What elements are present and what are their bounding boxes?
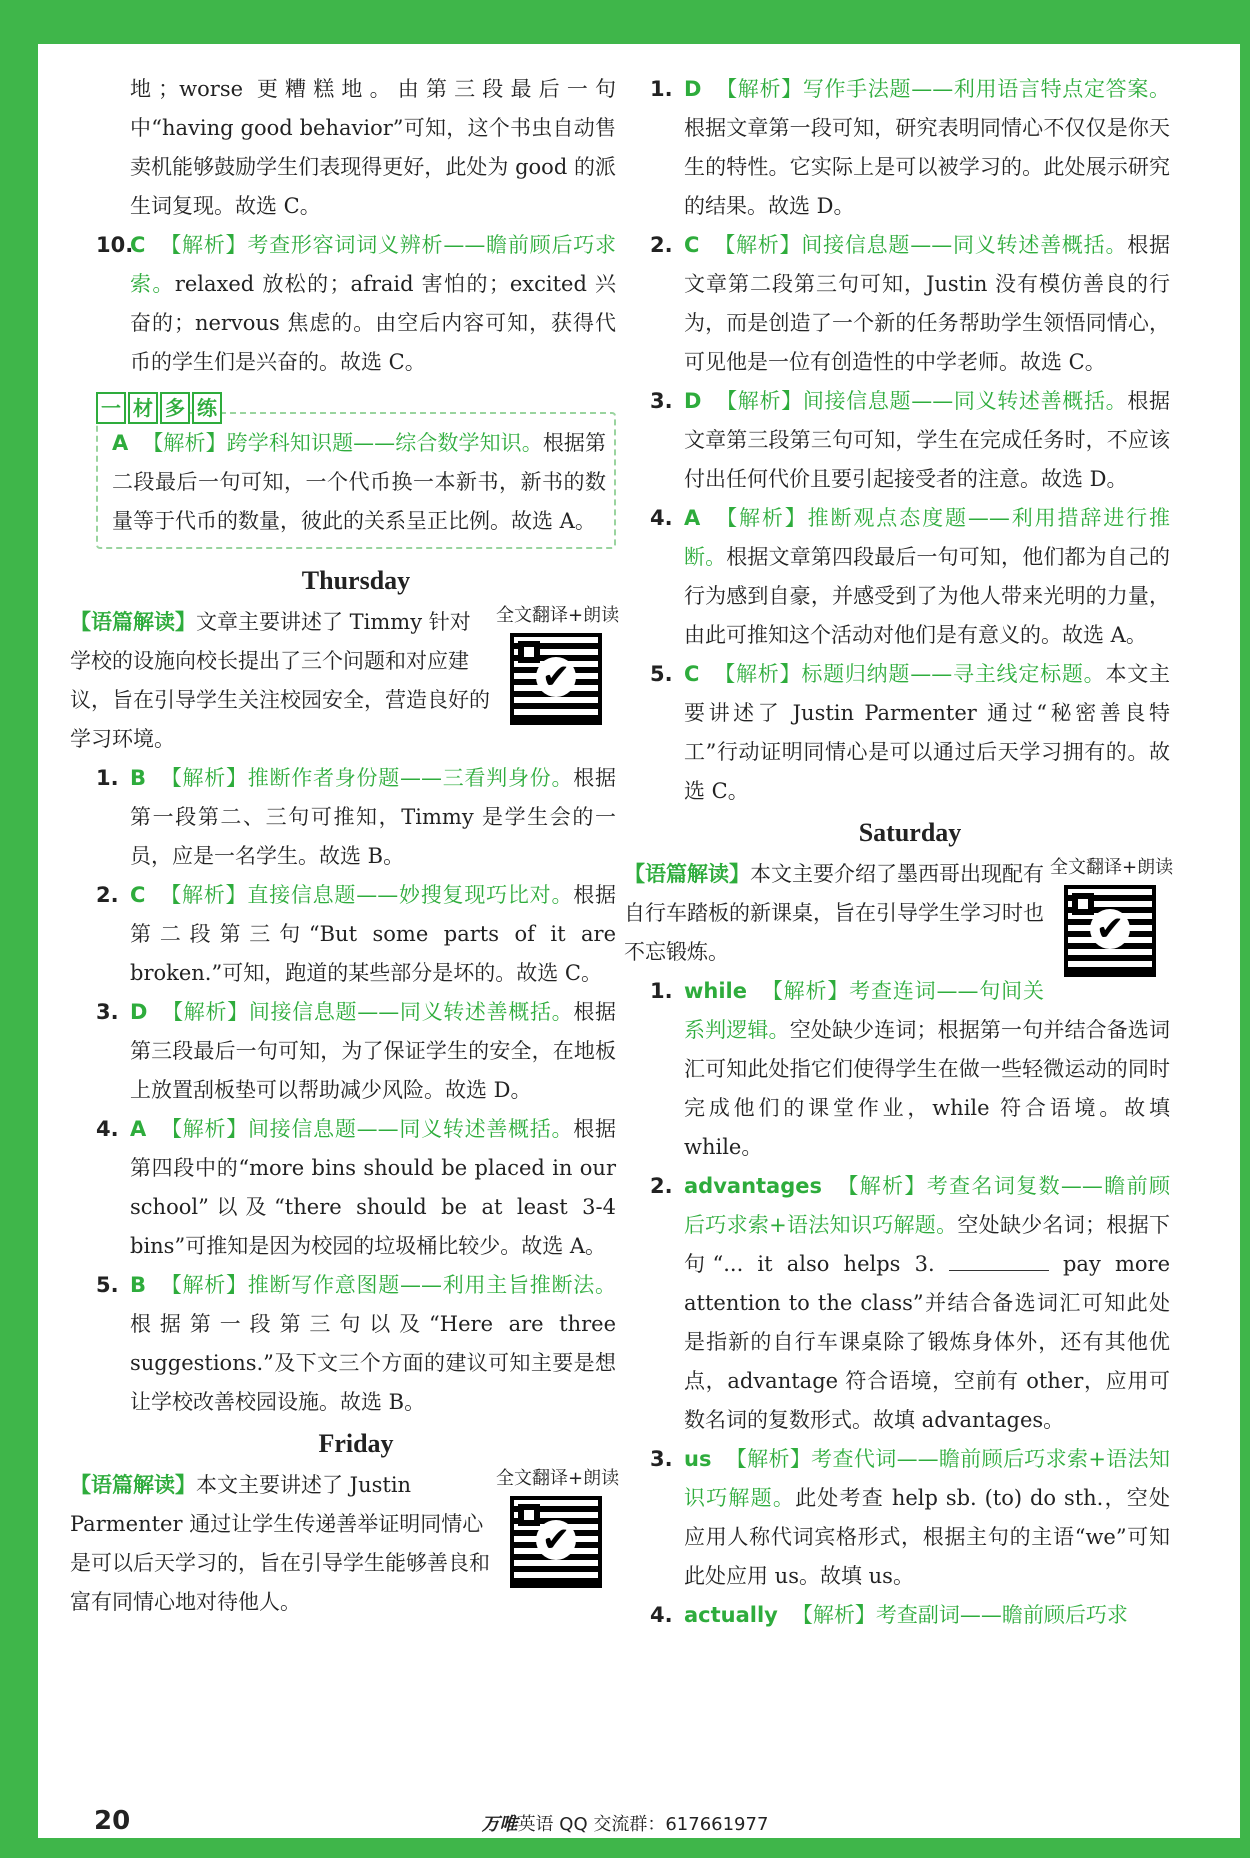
qr-label: 全文翻译+朗读 [1050, 857, 1174, 878]
item-text: 本文主要讲述了 Justin Parmenter 通过“秘密善良特工”行动证明同情心是可以通过后天学习拥有的。故选 C。 [684, 662, 1171, 803]
item-answer: C [130, 883, 146, 907]
item-number: 4. [650, 1603, 673, 1627]
saturday-item [650, 1596, 1170, 1635]
tag-char: 材 [128, 392, 158, 424]
left-column [70, 70, 620, 1622]
item-answer: D [684, 389, 702, 413]
item-text: 空处缺少名词；根据下句“... it also helps 3. [684, 1213, 1170, 1276]
saturday-intro [624, 855, 1174, 972]
brand-logo: 万唯 [481, 1814, 518, 1835]
item-number: 3. [650, 389, 673, 413]
item-number: 3. [96, 1000, 119, 1024]
footer-center [0, 1810, 1250, 1836]
intro-text: 文章主要讲述了 Timmy 针对学校的设施向校长提出了三个问题和对应建议，旨在引导学生关注校园安全，营造良好的学习环境。 [70, 610, 490, 751]
friday-item [650, 382, 1170, 499]
item-number: 2. [650, 233, 673, 257]
item-number: 4. [96, 1117, 119, 1141]
item-text: 根据文章第三段第三句可知，学生在完成任务时，不应该付出任何代价且要引起接受者的注意。故选 D。 [684, 389, 1171, 491]
item-tag: 【解析】考查名词复数——瞻前顾后巧求索+语法知识巧解题。 [684, 1174, 1170, 1237]
item-text: 此处考查 help sb. (to) do sth.，空处应用人称代词宾格形式，根据主句的主语“we”可知此处应用 us。故填 us。 [684, 1486, 1171, 1588]
friday-item [650, 226, 1170, 382]
practice-box-tag [96, 392, 222, 424]
item-tag: 【解析】推断写作意图题——利用主旨推断法。 [160, 1273, 616, 1297]
item-number: 1. [96, 766, 119, 790]
qr-label: 全文翻译+朗读 [496, 605, 620, 626]
item-text: 根据第一段第三句以及“Here are three suggestions.”及下文三个方面的建议可知主要是想让学校改善校园设施。故选 B。 [130, 1312, 616, 1414]
tag-char: 一 [96, 392, 126, 424]
qr-code-icon[interactable] [510, 633, 602, 725]
thursday-item [96, 993, 616, 1110]
friday-item [650, 70, 1170, 226]
item-answer: A [130, 1117, 147, 1141]
item-answer: B [130, 1273, 147, 1297]
thursday-item [96, 1110, 616, 1266]
thursday-heading: Thursday [301, 566, 411, 595]
qr-block[interactable] [1050, 855, 1174, 977]
item-tag: 【解析】写作手法题——利用语言特点定答案。 [715, 77, 1170, 101]
item-text: 根据第四段中的“more bins should be placed in our school”以及“there should be at least 3-4 bins”可推知是因为校园的垃圾桶比较少。故选 A。 [130, 1117, 617, 1258]
item-answer: actually [684, 1603, 778, 1627]
item-answer: advantages [684, 1174, 822, 1198]
item-number: 2. [96, 883, 119, 907]
item-text: 根据文章第四段最后一句可知，他们都为自己的行为感到自豪，并感受到了为他人带来光明的力量，由此可推知这个活动对他们是有意义的。故选 A。 [684, 545, 1171, 647]
practice-box [96, 396, 616, 549]
item-number: 10. [96, 233, 134, 257]
item-tag: 【解析】间接信息题——同义转述善概括。 [713, 233, 1128, 257]
item-number: 5. [650, 662, 673, 686]
item-answer: D [130, 1000, 148, 1024]
item-answer: C [130, 233, 146, 257]
item-text: 空处缺少连词；根据第一句并结合备选词汇可知此处指它们使得学生在做一些轻微运动的同时完成他们的课堂作业，while 符合语境。故填 while。 [684, 1018, 1171, 1159]
practice-box-content [112, 424, 606, 541]
qr-code-icon[interactable] [510, 1496, 602, 1588]
item-text: 根据第二段第三句“But some parts of it are broken.”可知，跑道的某些部分是坏的。故选 C。 [130, 883, 617, 985]
item-text: 根据第一段第二、三句可推知，Timmy 是学生会的一员，应是一名学生。故选 B。 [130, 766, 616, 868]
q10-item [96, 226, 616, 382]
page-number: 20 [94, 1806, 131, 1836]
item-answer: B [130, 766, 147, 790]
friday-intro [70, 1466, 620, 1622]
item-tag: 【解析】间接信息题——同义转述善概括。 [161, 1000, 574, 1024]
intro-text: 本文主要介绍了墨西哥出现配有自行车踏板的新课桌，旨在引导学生学习时也不忘锻炼。 [624, 862, 1044, 964]
item-answer: while [684, 979, 747, 1003]
tag-char: 练 [192, 392, 222, 424]
item-answer: D [684, 77, 702, 101]
item-number: 2. [650, 1174, 673, 1198]
item-tag: 【解析】直接信息题——妙搜复现巧比对。 [159, 883, 574, 907]
intro-label: 【语篇解读】 [624, 862, 750, 886]
item-text: 根据第三段最后一句可知，为了保证学生的安全，在地板上放置刮板垫可以帮助减少风险。故选 D。 [130, 1000, 617, 1102]
footer-text: 英语 QQ 交流群：617661977 [517, 1814, 769, 1835]
friday-heading: Friday [318, 1429, 394, 1458]
item-tag: 【解析】推断作者身份题——三看判身份。 [160, 766, 574, 790]
item-number: 4. [650, 506, 673, 530]
item-answer: A [684, 506, 701, 530]
item-text: relaxed 放松的；afraid 害怕的；excited 兴奋的；nervous 焦虑的。由空后内容可知，获得代币的学生们是兴奋的。故选 C。 [130, 272, 617, 374]
item-number: 5. [96, 1273, 119, 1297]
thursday-item [96, 759, 616, 876]
item-answer: C [684, 233, 700, 257]
box-answer: A [112, 431, 129, 455]
item-tag: 【解析】考查连词——句间关系判逻辑。 [684, 979, 1044, 1042]
item-text: pay more attention to the class”并结合备选词汇可知此处是指新的自行车课桌除了锻炼身体外，还有其他优点，advantage 符合语境，空前有 other，应用可数名词的复数形式。故填 advantages。 [684, 1252, 1170, 1432]
thursday-intro [70, 603, 620, 759]
saturday-item [650, 1440, 1170, 1596]
item-number: 3. [650, 1447, 673, 1471]
green-frame-top [0, 0, 1250, 20]
item-answer: C [684, 662, 700, 686]
friday-item [650, 499, 1170, 655]
tag-char: 多 [160, 392, 190, 424]
answer-blank [949, 1252, 1049, 1271]
item-tag: 【解析】考查副词——瞻前顾后巧求 [791, 1603, 1128, 1627]
item-tag: 【解析】标题归纳题——寻主线定标题。 [713, 662, 1106, 686]
item-tag: 【解析】间接信息题——同义转述善概括。 [715, 389, 1128, 413]
item-answer: us [684, 1447, 712, 1471]
item-text: 根据文章第一段可知，研究表明同情心不仅仅是你天生的特性。它实际上是可以被学习的。此处展示研究的结果。故选 D。 [684, 116, 1170, 218]
item-tag: 【解析】推断观点态度题——利用措辞进行推断。 [684, 506, 1170, 569]
item-number: 1. [650, 979, 673, 1003]
continued-answer-text: 地；worse 更糟糕地。由第三段最后一句中“having good behavior”可知，这个书虫自动售卖机能够鼓励学生们表现得更好，此处为 good 的派生词复现。故选 C。 [130, 77, 616, 218]
friday-item [650, 655, 1170, 811]
intro-label: 【语篇解读】 [70, 1473, 196, 1497]
qr-code-icon[interactable] [1064, 885, 1156, 977]
thursday-item [96, 876, 616, 993]
saturday-item [650, 972, 1170, 1167]
intro-text: 本文主要讲述了 Justin Parmenter 通过让学生传递善举证明同情心是可以后天学习的，旨在引导学生能够善良和富有同情心地对待他人。 [70, 1473, 490, 1614]
qr-block[interactable] [496, 603, 620, 725]
item-tag: 【解析】考查形容词词义辨析——瞻前顾后巧求索。 [130, 233, 616, 296]
item-tag: 【解析】考查代词——瞻前顾后巧求索+语法知识巧解题。 [684, 1447, 1170, 1510]
saturday-heading: Saturday [858, 818, 962, 847]
right-column [624, 70, 1174, 1635]
item-tag: 【解析】间接信息题——同义转述善概括。 [160, 1117, 574, 1141]
qr-label: 全文翻译+朗读 [496, 1468, 620, 1489]
page-footer [0, 1806, 1250, 1846]
box-tag: 【解析】跨学科知识题——综合数学知识。 [142, 431, 543, 455]
qr-block[interactable] [496, 1466, 620, 1588]
item-number: 1. [650, 77, 673, 101]
box-text: 根据第二段最后一句可知，一个代币换一本新书，新书的数量等于代币的数量，彼此的关系呈正比例。故选 A。 [112, 431, 607, 533]
saturday-item [650, 1167, 1170, 1440]
intro-label: 【语篇解读】 [70, 610, 196, 634]
thursday-item [96, 1266, 616, 1422]
item-text: 根据文章第二段第三句可知，Justin 没有模仿善良的行为，而是创造了一个新的任务帮助学生领悟同情心，可见他是一位有创造性的中学老师。故选 C。 [684, 233, 1171, 374]
